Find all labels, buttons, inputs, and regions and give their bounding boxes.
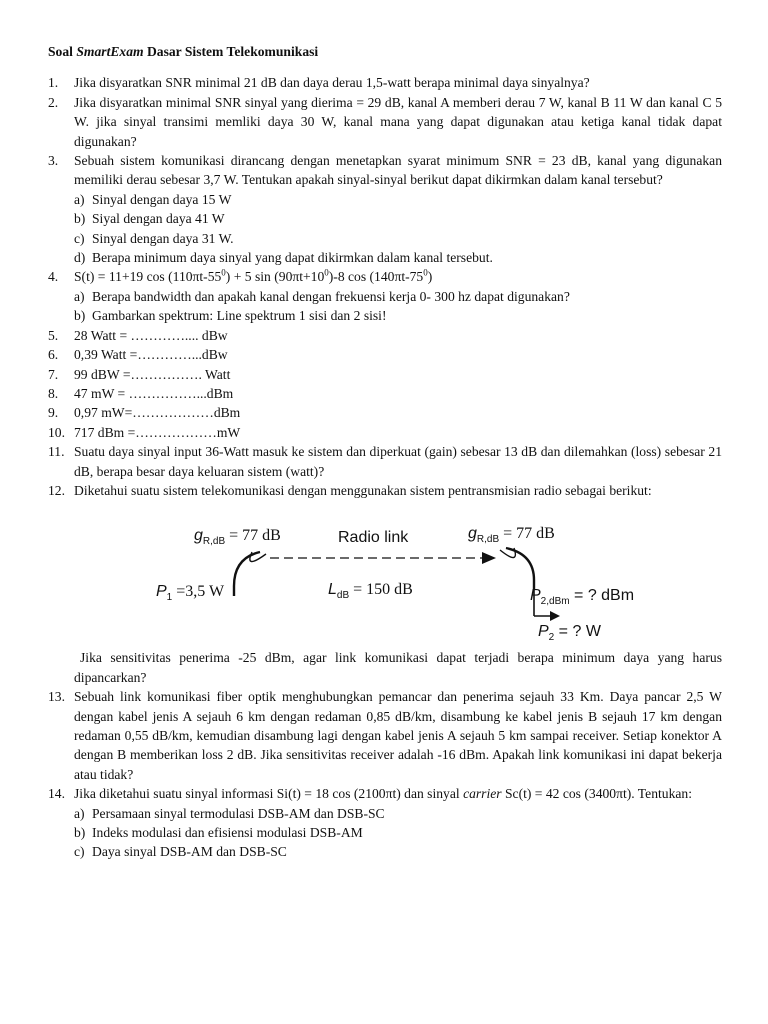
question-3c: c) Sinyal dengan daya 31 W.	[74, 230, 234, 246]
question-1: 1. Jika disyaratkan SNR minimal 21 dB dan daya derau 1,5-watt berapa minimal daya sinyalnya?	[48, 75, 590, 91]
radio-link-diagram	[148, 508, 635, 644]
question-8: 8. 47 mW = ……………...dBm	[48, 385, 234, 401]
question-12-followup: Jika sensitivitas penerima -25 dBm, agar link komunikasi dapat terjadi berapa minimum daya yang harus dipancarkan?	[74, 650, 722, 685]
question-10: 10. 717 dBm =………………mW	[48, 424, 241, 440]
question-4: 4. S(t) = 11+19 $\cos (110\pi t-55^0) + 5$ $\sin (90\pi t+10^0)-8$ $\cos (140\pi t-75^0)$	[48, 267, 433, 285]
question-7: 7. 99 dBW =……………. Watt	[48, 366, 231, 382]
tx-gain-label: $g_{R,dB} = 77$ dB	[194, 527, 281, 548]
rx-gain-label: $g_{R,dB} = 77$ dB	[468, 525, 555, 546]
radio-link-label: Radio link	[338, 529, 409, 547]
path-loss-label: $L_{dB} = 150$ dB	[328, 581, 413, 602]
brand-name: SmartExam	[76, 44, 144, 59]
radio-link-svg	[148, 508, 635, 644]
question-4b: b) Gambarkan spektrum: Line spektrum 1 sisi dan 2 sisi!	[74, 308, 387, 324]
question-14: 14. Jika diketahui suatu sinyal informasi Si(t) = 18 cos (2100πt) dan sinyal carrier Sc(t) = 42 cos (3400πt). Tentukan:	[48, 786, 692, 802]
question-11: 11. Suatu daya sinyal input 36-Watt masuk ke sistem dan diperkuat (gain) sebesar 13 dB dan dilemahkan (loss) sebesar 21 dB, berapa besar daya keluaran sistem (watt)?	[48, 444, 722, 479]
tx-power-label: $P_1 =3,5$ W	[156, 583, 225, 604]
question-2: 2. Jika disyaratkan minimal SNR sinyal yang dierima = 29 dB, kanal A memberi derau 7 W, kanal B 11 W dan kanal C 5 W. jika sinyal transimi memliki daya 30 W, kanal mana yang dapat digunakan atau ketiga kanal tidak dapat digunakan?	[48, 94, 722, 149]
question-3a: a) Sinyal dengan daya 15 W	[74, 191, 232, 207]
radio-link-arrowhead	[482, 552, 496, 564]
tx-antenna-dish	[234, 552, 260, 596]
question-3d: d) Berapa minimum daya sinyal yang dapat dikirmkan dalam kanal tersebut.	[74, 250, 493, 266]
question-14b: b) Indeks modulasi dan efisiensi modulasi DSB-AM	[74, 825, 363, 840]
question-14c: c) Daya sinyal DSB-AM dan DSB-SC	[74, 844, 287, 860]
question-6: 6. 0,39 Watt =…………...dBw	[48, 347, 228, 363]
rx-antenna-dish	[506, 548, 534, 590]
rx-power-dbm-label: $P_{2,dBm}$ = ? dBm	[530, 587, 635, 608]
question-13: 13. Sebuah link komunikasi fiber optik menghubungkan pemancar dan penerima sejauh 33 Km. Daya pancar 2,5 W dengan kabel jenis A sejauh 6 km dengan redaman 0,85 dB/km, disambung ke kabel jenis B sejauh 17 km dengan redaman 0,55 dB/km, kemudian disambung lagi dengan kabel jenis A sejauh 5 km sampai receiver. Setiap konektor A dengan B memberikan loss 2 dB. Jika sensitivitas receiver adalah -16 dBm. Apakah link komunikasi ini dapat bekerja atau tidak?	[48, 689, 722, 782]
question-9: 9. 0,97 mW=………………dBm	[48, 405, 241, 421]
question-3: 3. Sebuah sistem komunikasi dirancang dengan menetapkan syarat minimum SNR = 23 dB, kanal yang digunakan memiliki derau sebesar 3,7 W. Tentukan apakah sinyal-sinyal berikut dapat dikirmkan dalam kanal tersebut?	[48, 153, 722, 188]
exam-page	[48, 42, 722, 862]
page-title: Soal SmartExam Dasar Sistem Telekomunikasi	[48, 44, 319, 59]
rx-power-w-label: $P_2$ = ? W	[538, 623, 601, 644]
question-12: 12. Diketahui suatu sistem telekomunikasi dengan menggunakan sistem pentransmisian radio sebagai berikut:	[48, 482, 652, 498]
question-4a: a) Berapa bandwidth dan apakah kanal dengan frekuensi kerja 0- 300 hz dapat digunakan?	[74, 288, 570, 304]
question-14a: a) Persamaan sinyal termodulasi DSB-AM dan DSB-SC	[74, 805, 385, 821]
rx-output-arrowhead	[550, 611, 560, 621]
question-5: 5. 28 Watt = ………….... dBw	[48, 327, 228, 343]
question-3b: b) Siyal dengan daya 41 W	[74, 211, 225, 227]
